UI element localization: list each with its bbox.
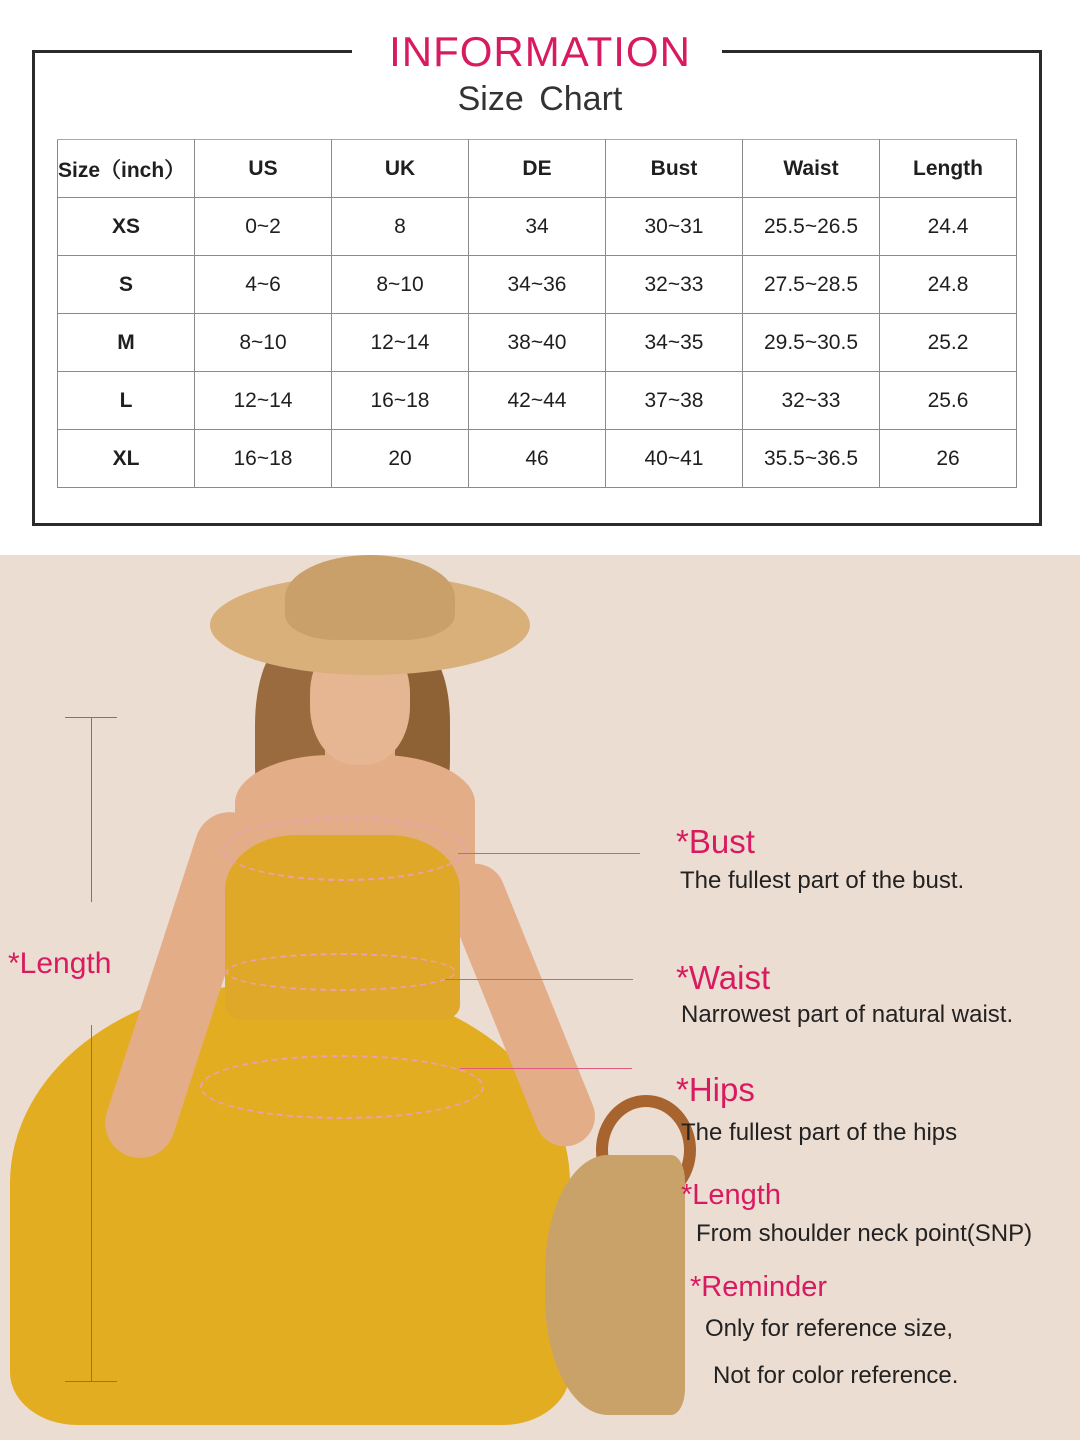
cell-bust: 30~31: [606, 198, 743, 256]
cell-size: M: [58, 314, 195, 372]
cell-waist: 25.5~26.5: [743, 198, 880, 256]
model-photo-panel: [0, 555, 1080, 1440]
cell-length: 24.8: [880, 256, 1017, 314]
waist-description: Narrowest part of natural waist.: [681, 1001, 1014, 1028]
size-chart-panel: [0, 0, 1080, 555]
hips-pointer-line: [460, 1068, 632, 1069]
cell-uk: 8: [332, 198, 469, 256]
reminder-line-1: Only for reference size,: [705, 1315, 954, 1342]
size-table: [57, 139, 1017, 488]
cell-us: 12~14: [195, 372, 332, 430]
cell-us: 16~18: [195, 430, 332, 488]
length-bottom-tick: [65, 1381, 117, 1382]
table-row: [58, 430, 1017, 488]
length-side-label: *Length: [8, 947, 112, 980]
table-header-row: [58, 140, 1017, 198]
header-de: DE: [469, 140, 606, 198]
cell-de: 34~36: [469, 256, 606, 314]
length-line-upper: [91, 717, 92, 902]
waist-guide-outline: [226, 953, 456, 991]
cell-size: S: [58, 256, 195, 314]
cell-bust: 34~35: [606, 314, 743, 372]
cell-size: L: [58, 372, 195, 430]
waist-pointer-line: [445, 979, 633, 980]
cell-waist: 35.5~36.5: [743, 430, 880, 488]
dress-skirt: [10, 985, 570, 1425]
cell-us: 0~2: [195, 198, 332, 256]
information-title: INFORMATION: [389, 28, 691, 75]
cell-us: 8~10: [195, 314, 332, 372]
size-chart-title: Size Chart: [457, 80, 623, 118]
cell-uk: 12~14: [332, 314, 469, 372]
cell-waist: 29.5~30.5: [743, 314, 880, 372]
hip-guide-outline: [200, 1055, 484, 1119]
bust-guide-outline: [222, 817, 466, 881]
length-line-lower: [91, 1025, 92, 1381]
cell-bust: 40~41: [606, 430, 743, 488]
reminder-line-2: Not for color reference.: [713, 1362, 959, 1389]
cell-us: 4~6: [195, 256, 332, 314]
cell-length: 24.4: [880, 198, 1017, 256]
straw-bag: [545, 1155, 685, 1415]
cell-uk: 20: [332, 430, 469, 488]
cell-size: XL: [58, 430, 195, 488]
reminder-title: *Reminder: [690, 1271, 827, 1303]
straw-hat-crown: [285, 555, 455, 640]
table-row: [58, 198, 1017, 256]
cell-de: 34: [469, 198, 606, 256]
cell-uk: 16~18: [332, 372, 469, 430]
bust-description: The fullest part of the bust.: [680, 867, 965, 894]
header-waist: Waist: [743, 140, 880, 198]
table-row: [58, 314, 1017, 372]
cell-de: 42~44: [469, 372, 606, 430]
length-title: *Length: [681, 1179, 781, 1211]
cell-waist: 32~33: [743, 372, 880, 430]
cell-uk: 8~10: [332, 256, 469, 314]
cell-length: 25.6: [880, 372, 1017, 430]
hips-title: *Hips: [676, 1071, 755, 1108]
header-size: Size（inch）: [58, 140, 195, 198]
length-description: From shoulder neck point(SNP): [696, 1220, 1033, 1247]
cell-bust: 37~38: [606, 372, 743, 430]
cell-waist: 27.5~28.5: [743, 256, 880, 314]
header-length: Length: [880, 140, 1017, 198]
header-uk: UK: [332, 140, 469, 198]
waist-title: *Waist: [676, 959, 771, 996]
cell-length: 25.2: [880, 314, 1017, 372]
cell-bust: 32~33: [606, 256, 743, 314]
header-us: US: [195, 140, 332, 198]
bust-pointer-line: [458, 853, 640, 854]
cell-de: 38~40: [469, 314, 606, 372]
table-row: [58, 256, 1017, 314]
cell-length: 26: [880, 430, 1017, 488]
cell-de: 46: [469, 430, 606, 488]
table-row: [58, 372, 1017, 430]
header-bust: Bust: [606, 140, 743, 198]
hips-description: The fullest part of the hips: [681, 1119, 958, 1146]
bust-title: *Bust: [676, 823, 755, 860]
cell-size: XS: [58, 198, 195, 256]
